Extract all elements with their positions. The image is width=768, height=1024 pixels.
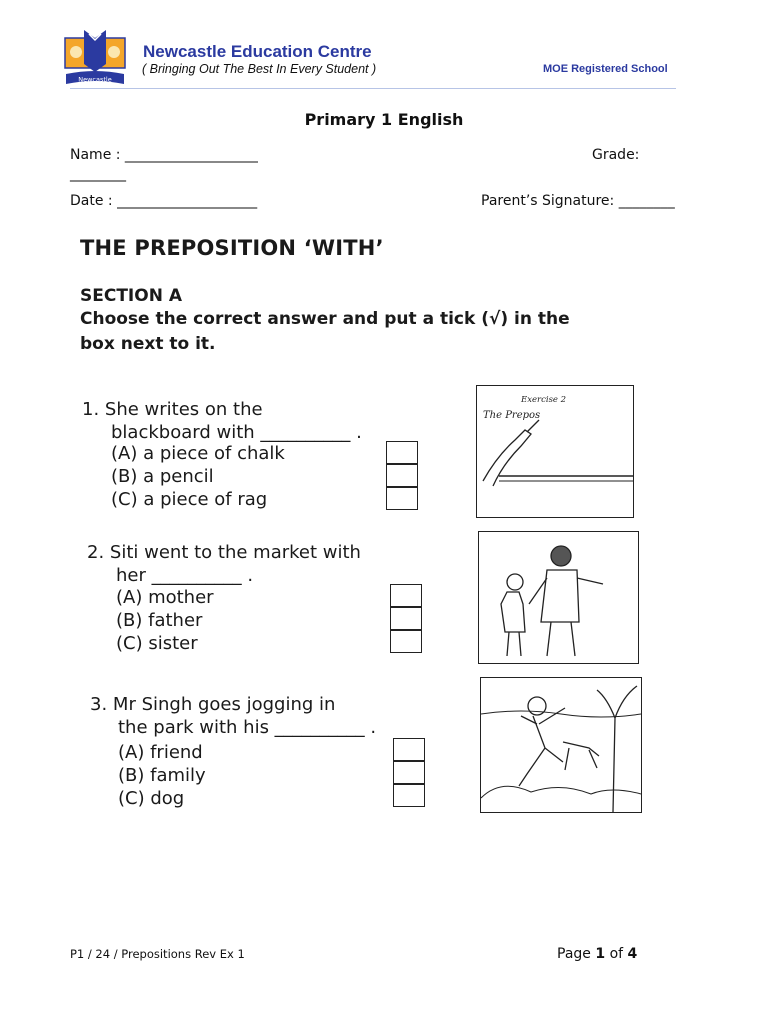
page-current: 1 bbox=[595, 946, 606, 962]
q3-checkbox-c[interactable] bbox=[393, 784, 425, 807]
grade-label: Grade: bbox=[592, 147, 640, 163]
instruction-line-1: Choose the correct answer and put a tick (√) in the bbox=[80, 309, 570, 329]
page-total: 4 bbox=[627, 946, 638, 962]
q3-option-a: (A) friend bbox=[118, 742, 203, 763]
q1-option-c: (C) a piece of rag bbox=[111, 489, 268, 510]
header-divider bbox=[70, 88, 676, 89]
q2-picture bbox=[478, 531, 639, 664]
q3-checkbox-a[interactable] bbox=[393, 738, 425, 761]
q1-checkbox-b[interactable] bbox=[386, 464, 418, 487]
of-word: of bbox=[609, 946, 624, 962]
footer-reference: P1 / 24 / Prepositions Rev Ex 1 bbox=[70, 947, 245, 961]
question-number: 2. bbox=[87, 542, 105, 563]
q2-checkbox-b[interactable] bbox=[390, 607, 422, 630]
question-number: 1. bbox=[82, 399, 100, 420]
question-1 bbox=[82, 398, 263, 421]
moe-registration: MOE Registered School bbox=[543, 63, 668, 75]
question-text: Mr Singh goes jogging in bbox=[112, 694, 336, 715]
school-logo bbox=[62, 24, 128, 88]
instruction-line-2: box next to it. bbox=[80, 334, 216, 354]
q1-checkbox-c[interactable] bbox=[386, 487, 418, 510]
question-text: She writes on the bbox=[104, 399, 263, 420]
logo-text: Newcastle bbox=[78, 75, 112, 84]
q1-checkbox-a[interactable] bbox=[386, 441, 418, 464]
question-2-line-2: her __________ . bbox=[116, 565, 254, 586]
picture-caption-exercise: Exercise 2 bbox=[521, 395, 567, 405]
document-title: Primary 1 English bbox=[304, 110, 464, 129]
q3-option-c: (C) dog bbox=[118, 788, 185, 809]
grade-field[interactable]: ________ bbox=[70, 166, 126, 182]
picture-caption-board: The Prepos bbox=[483, 410, 541, 421]
question-text: Siti went to the market with bbox=[109, 542, 361, 563]
q2-checkbox-a[interactable] bbox=[390, 584, 422, 607]
question-1-line-2: blackboard with __________ . bbox=[111, 422, 362, 443]
name-field[interactable]: Name : ___________________ bbox=[70, 147, 258, 163]
q1-picture bbox=[476, 385, 634, 518]
q3-picture bbox=[480, 677, 642, 813]
q2-option-b: (B) father bbox=[116, 610, 203, 631]
q3-option-b: (B) family bbox=[118, 765, 206, 786]
q2-option-a: (A) mother bbox=[116, 587, 214, 608]
question-3 bbox=[90, 693, 335, 716]
section-heading: SECTION A bbox=[80, 286, 183, 306]
date-field[interactable]: Date : ____________________ bbox=[70, 193, 258, 209]
q2-checkbox-c[interactable] bbox=[390, 630, 422, 653]
signature-field[interactable]: Parent’s Signature: ________ bbox=[481, 193, 675, 209]
page-word: Page bbox=[557, 946, 591, 962]
q2-option-c: (C) sister bbox=[116, 633, 198, 654]
question-3-line-2: the park with his __________ . bbox=[118, 717, 377, 738]
school-name: Newcastle Education Centre bbox=[143, 42, 372, 61]
q1-option-a: (A) a piece of chalk bbox=[111, 443, 285, 464]
school-motto: ( Bringing Out The Best In Every Student ) bbox=[142, 62, 377, 76]
q1-option-b: (B) a pencil bbox=[111, 466, 214, 487]
page-number bbox=[557, 946, 637, 962]
worksheet-title: THE PREPOSITION ‘WITH’ bbox=[80, 236, 384, 260]
question-number: 3. bbox=[90, 694, 108, 715]
question-2 bbox=[87, 541, 361, 564]
q3-checkbox-b[interactable] bbox=[393, 761, 425, 784]
